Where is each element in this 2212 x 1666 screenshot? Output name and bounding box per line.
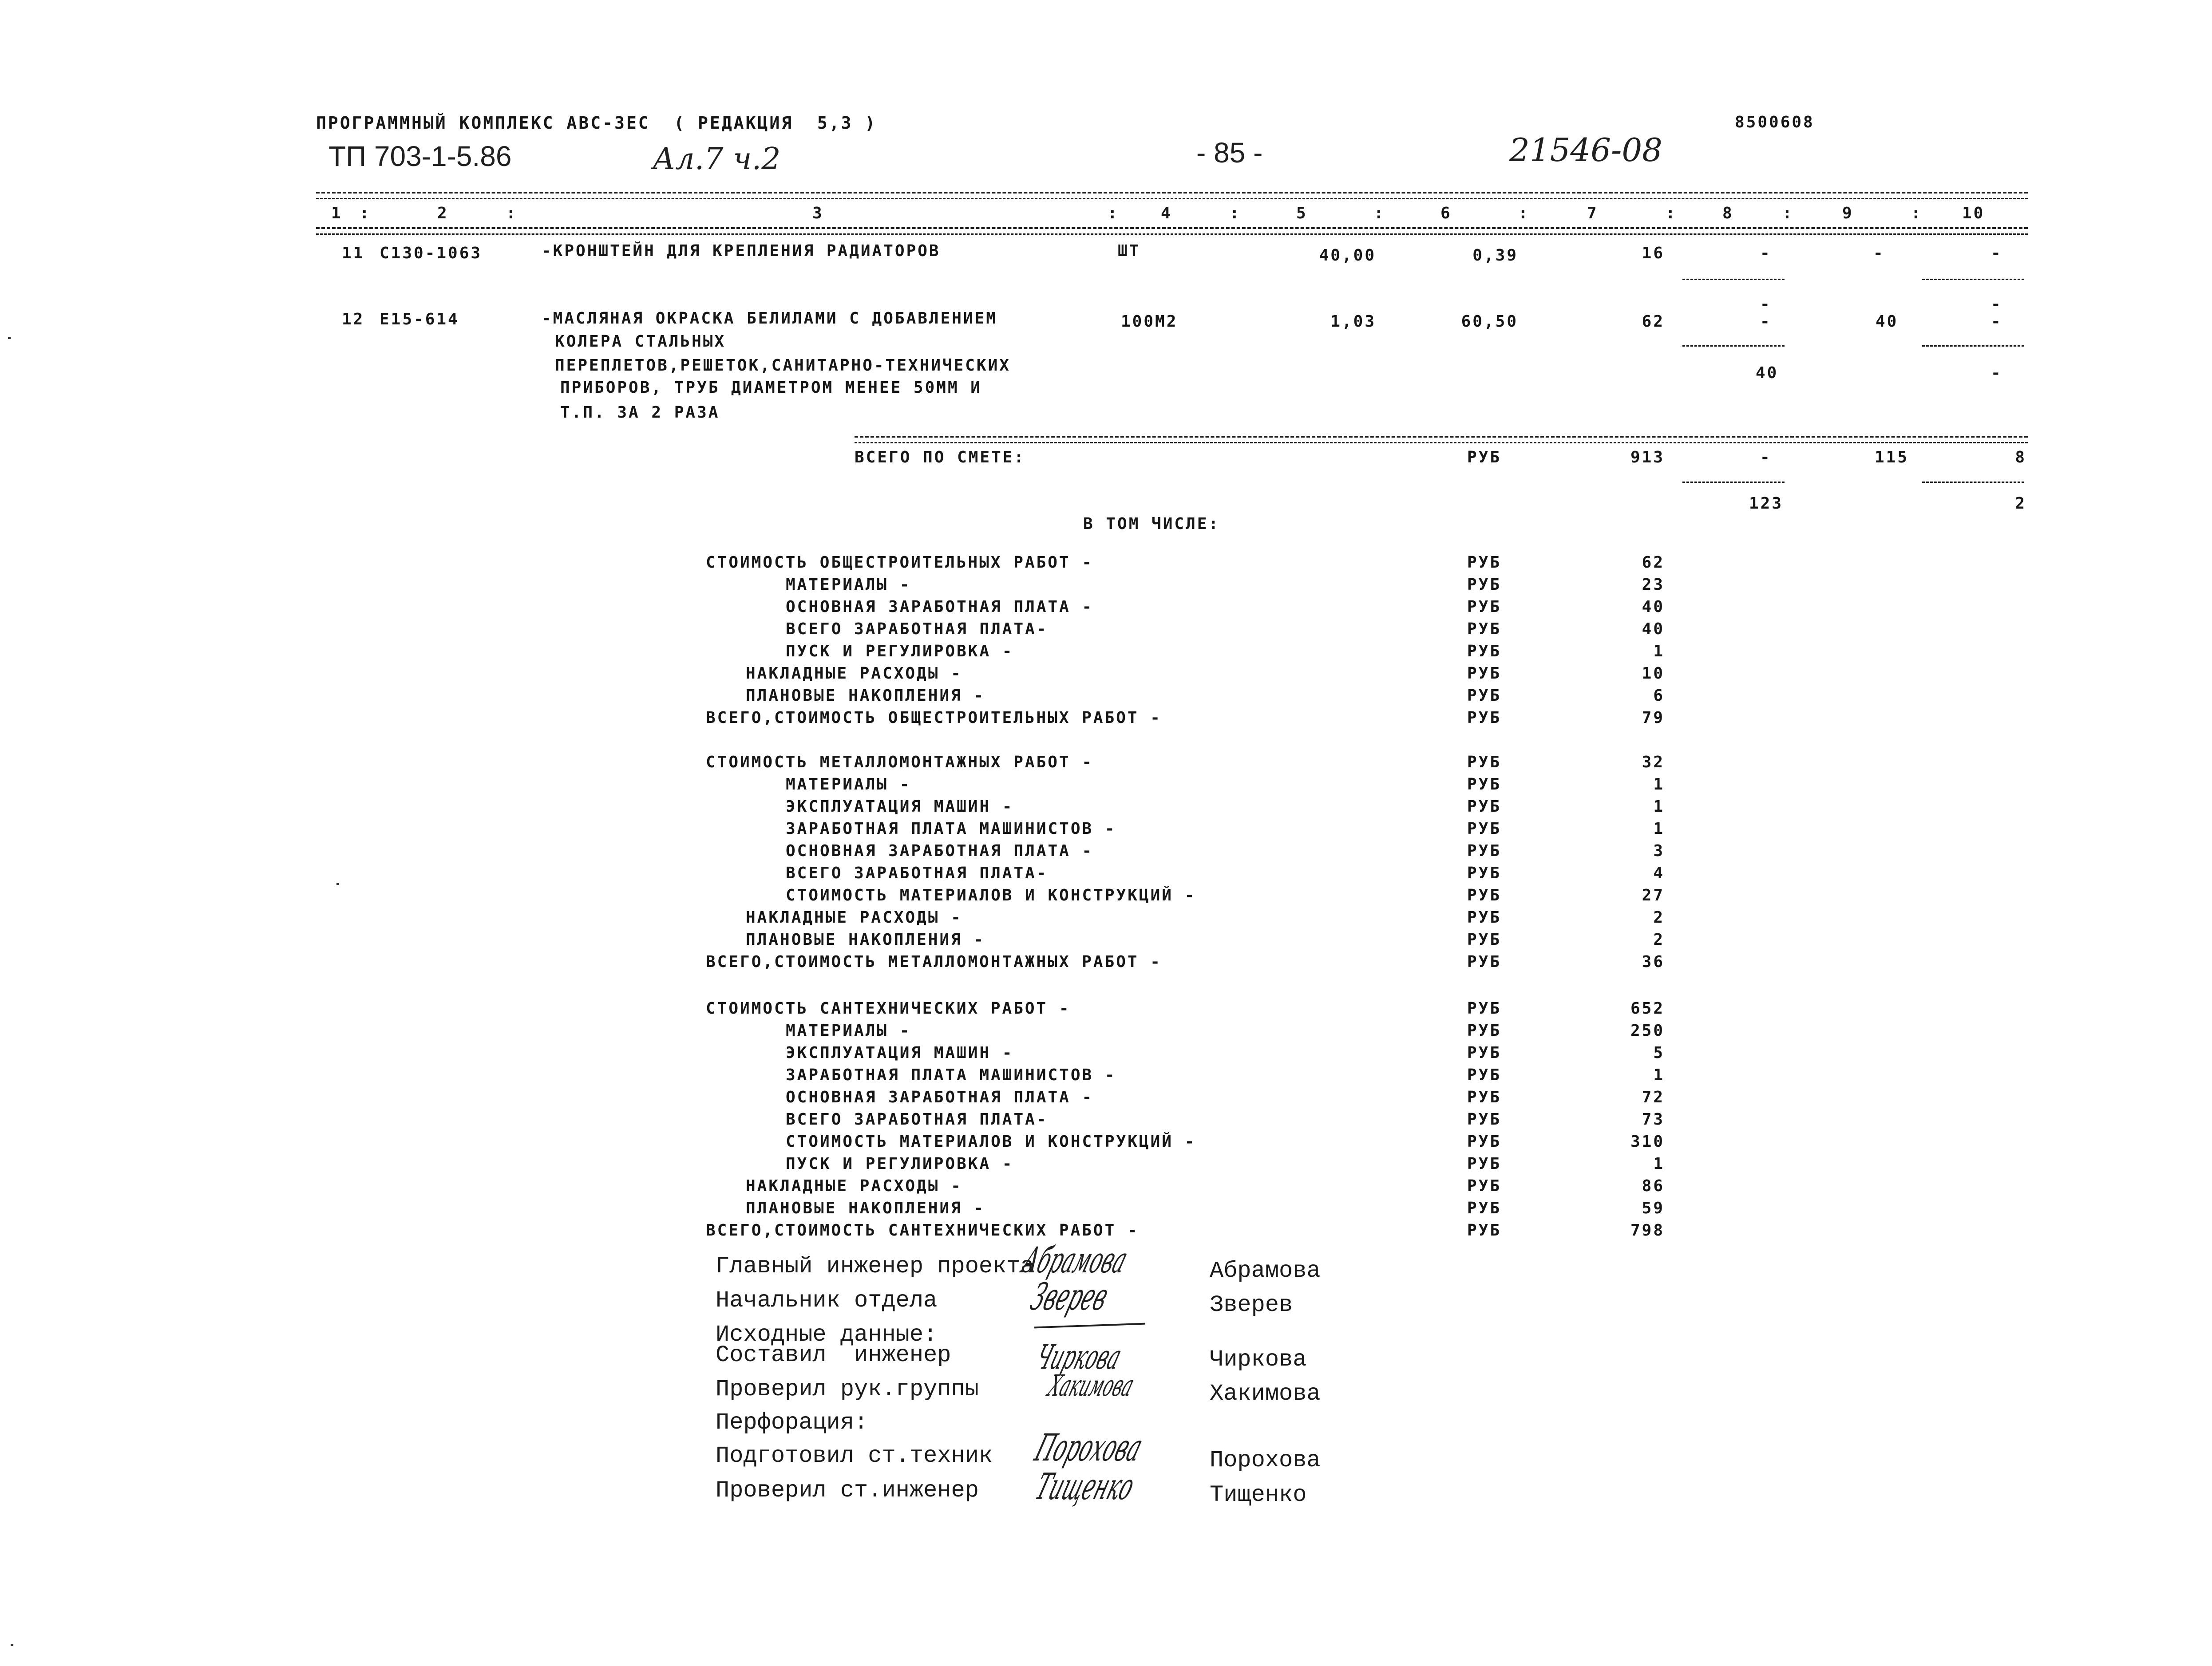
signer-name: Абрамова [1210,1258,1321,1284]
breakdown-label: ЗАРАБОТНАЯ ПЛАТА МАШИНИСТОВ - [786,1066,1116,1084]
signer-name: Хакимова [1210,1381,1321,1407]
breakdown-value: 1 [1653,775,1665,794]
col-6: 6 [1440,204,1452,222]
col-sep: : [1230,204,1241,222]
breakdown-value: 62 [1642,553,1665,572]
including-heading: В ТОМ ЧИСЛЕ: [1083,515,1220,533]
scan-speck [8,337,11,339]
signature-role: Проверил ст.инженер [716,1477,979,1504]
breakdown-value: 59 [1642,1199,1665,1217]
row-price: 0,39 [1472,246,1518,265]
totals-col9: 115 [1874,448,1909,466]
row-col8-bottom: 40 [1756,364,1779,382]
breakdown-label: ВСЕГО ЗАРАБОТНАЯ ПЛАТА- [786,864,1048,882]
breakdown-value: 5 [1653,1044,1665,1062]
totals-col8: - [1760,448,1772,466]
scan-speck [336,883,339,885]
totals-col10: 8 [2015,448,2026,466]
totals-total: 913 [1630,448,1665,466]
col-4: 4 [1161,204,1172,222]
breakdown-unit: РУБ [1467,931,1502,949]
breakdown-unit: РУБ [1467,886,1502,904]
col-sep: : [360,204,371,222]
breakdown-unit: РУБ [1467,620,1502,638]
signature-role: Проверил рук.группы [716,1376,979,1402]
breakdown-label: МАТЕРИАЛЫ - [786,775,911,794]
handwritten-signature: Чиркова [1031,1337,1127,1377]
page-number: - 85 - [1196,137,1263,169]
breakdown-unit: РУБ [1467,576,1502,594]
breakdown-unit: РУБ [1467,1088,1502,1106]
breakdown-unit: РУБ [1467,1044,1502,1062]
subtotal-rule [1682,345,1785,347]
subtotal-rule [1922,482,2024,483]
signer-name: Тищенко [1210,1482,1307,1508]
breakdown-label: СТОИМОСТЬ МАТЕРИАЛОВ И КОНСТРУКЦИЙ - [786,886,1196,904]
breakdown-value: 79 [1642,709,1665,727]
breakdown-unit: РУБ [1467,553,1502,572]
row-col10-top: - [1991,295,2002,313]
breakdown-label: ОСНОВНАЯ ЗАРАБОТНАЯ ПЛАТА - [786,1088,1094,1106]
breakdown-unit: РУБ [1467,664,1502,683]
totals-unit: РУБ [1467,448,1502,466]
breakdown-unit: РУБ [1467,598,1502,616]
row-name-line-2: КОЛЕРА СТАЛЬНЫХ [555,332,726,351]
row-qty: 1,03 [1330,312,1376,331]
row-name-line-5: Т.П. ЗА 2 РАЗА [560,403,720,422]
breakdown-unit: РУБ [1467,797,1502,816]
breakdown-unit: РУБ [1467,842,1502,860]
header-rule-bottom [316,227,2028,229]
breakdown-label: ПЛАНОВЫЕ НАКОПЛЕНИЯ - [746,687,985,705]
totals-rule [855,436,2028,438]
breakdown-value: 73 [1642,1110,1665,1129]
breakdown-label: СТОИМОСТЬ ОБЩЕСТРОИТЕЛЬНЫХ РАБОТ - [706,553,1093,572]
breakdown-unit: РУБ [1467,1177,1502,1195]
breakdown-unit: РУБ [1467,753,1502,771]
breakdown-unit: РУБ [1467,1110,1502,1129]
breakdown-label: ЗАРАБОТНАЯ ПЛАТА МАШИНИСТОВ - [786,820,1116,838]
breakdown-value: 40 [1642,620,1665,638]
row-col10: - [1991,312,2002,331]
row-unit: ШТ [1118,242,1141,260]
breakdown-unit: РУБ [1467,1199,1502,1217]
col-sep: : [1108,204,1119,222]
breakdown-unit: РУБ [1467,1133,1502,1151]
row-unit: 100М2 [1121,312,1178,331]
breakdown-value: 1 [1653,1066,1665,1084]
subtotal-rule [1682,279,1785,280]
breakdown-unit: РУБ [1467,1155,1502,1173]
breakdown-label: СТОИМОСТЬ МЕТАЛЛОМОНТАЖНЫХ РАБОТ - [706,753,1093,771]
signature-role: Перфорация: [716,1409,868,1436]
breakdown-unit: РУБ [1467,953,1502,971]
breakdown-label: ПЛАНОВЫЕ НАКОПЛЕНИЯ - [746,1199,985,1217]
breakdown-unit: РУБ [1467,908,1502,927]
breakdown-label: ПУСК И РЕГУЛИРОВКА - [786,1155,1014,1173]
row-name: -КРОНШТЕЙН ДЛЯ КРЕПЛЕНИЯ РАДИАТОРОВ [542,242,941,260]
breakdown-value: 4 [1653,864,1665,882]
breakdown-unit: РУБ [1467,864,1502,882]
breakdown-value: 1 [1653,797,1665,816]
col-sep: : [1518,204,1530,222]
breakdown-value: 36 [1642,953,1665,971]
row-number: 11 [342,244,365,262]
scan-speck [11,1644,13,1646]
breakdown-label: ПЛАНОВЫЕ НАКОПЛЕНИЯ - [746,931,985,949]
handwritten-signature: Зверев [1025,1275,1114,1319]
breakdown-label: ВСЕГО,СТОИМОСТЬ САНТЕХНИЧЕСКИХ РАБОТ - [706,1221,1139,1240]
breakdown-label: СТОИМОСТЬ МАТЕРИАЛОВ И КОНСТРУКЦИЙ - [786,1133,1196,1151]
col-sep: : [506,204,518,222]
breakdown-value: 32 [1642,753,1665,771]
breakdown-unit: РУБ [1467,1022,1502,1040]
breakdown-unit: РУБ [1467,709,1502,727]
handwritten-signature: Хакимова [1044,1369,1139,1403]
tp-number: ТП 703-1-5.86 [328,140,512,172]
doc-number: 21546-08 [1509,131,1662,169]
signer-name: Чиркова [1210,1346,1307,1373]
breakdown-value: 27 [1642,886,1665,904]
breakdown-label: ЭКСПЛУАТАЦИЯ МАШИН - [786,1044,1014,1062]
signer-name: Зверев [1210,1292,1293,1318]
col-sep: : [1666,204,1677,222]
breakdown-unit: РУБ [1467,999,1502,1018]
row-col8: - [1760,244,1772,262]
breakdown-value: 310 [1630,1133,1665,1151]
row-name-line-4: ПРИБОРОВ, ТРУБ ДИАМЕТРОМ МЕНЕЕ 50ММ И [560,379,982,397]
signer-name: Порохова [1210,1447,1321,1473]
row-qty: 40,00 [1319,246,1376,265]
handwritten-signature: Абрамова [1017,1240,1133,1281]
row-col9: - [1873,244,1885,262]
totals-rule-2 [855,442,2028,443]
breakdown-label: ВСЕГО,СТОИМОСТЬ МЕТАЛЛОМОНТАЖНЫХ РАБОТ - [706,953,1162,971]
row-total: 62 [1642,312,1665,331]
col-9: 9 [1842,204,1854,222]
signature-role: Составил инженер [716,1342,951,1368]
breakdown-value: 1 [1653,820,1665,838]
breakdown-label: ОСНОВНАЯ ЗАРАБОТНАЯ ПЛАТА - [786,842,1094,860]
breakdown-value: 798 [1630,1221,1665,1240]
breakdown-label: НАКЛАДНЫЕ РАСХОДЫ - [746,664,962,683]
col-2: 2 [437,204,449,222]
breakdown-label: НАКЛАДНЫЕ РАСХОДЫ - [746,908,962,927]
row-col8-top: - [1760,295,1772,313]
signature-role: Начальник отдела [716,1287,938,1314]
breakdown-label: МАТЕРИАЛЫ - [786,1022,911,1040]
signature-role: Исходные данные: [716,1322,938,1348]
breakdown-label: МАТЕРИАЛЫ - [786,576,911,594]
signature-stroke [1034,1323,1145,1329]
breakdown-unit: РУБ [1467,775,1502,794]
breakdown-label: НАКЛАДНЫЕ РАСХОДЫ - [746,1177,962,1195]
subtotal-rule [1922,345,2024,347]
row-col10-bottom: - [1991,364,2002,382]
program-title: ПРОГРАММНЫЙ КОМПЛЕКС АВС-3ЕС ( РЕДАКЦИЯ 5,3 ) [316,113,877,133]
breakdown-value: 23 [1642,576,1665,594]
album-number: Ал.7 ч.2 [653,142,781,177]
totals-label: ВСЕГО ПО СМЕТЕ: [855,448,1026,466]
col-1: 1 [331,204,343,222]
header-rule-bottom-2 [316,233,2028,235]
row-col9: 40 [1876,312,1899,331]
breakdown-label: ВСЕГО,СТОИМОСТЬ ОБЩЕСТРОИТЕЛЬНЫХ РАБОТ - [706,709,1162,727]
breakdown-value: 72 [1642,1088,1665,1106]
breakdown-label: ВСЕГО ЗАРАБОТНАЯ ПЛАТА- [786,1110,1048,1129]
subtotal-rule [1682,482,1785,483]
totals-col8-bottom: 123 [1749,494,1784,513]
breakdown-unit: РУБ [1467,642,1502,660]
col-sep: : [1374,204,1385,222]
breakdown-value: 6 [1653,687,1665,705]
signature-role: Подготовил ст.техник [716,1443,993,1469]
breakdown-label: СТОИМОСТЬ САНТЕХНИЧЕСКИХ РАБОТ - [706,999,1071,1018]
col-sep: : [1782,204,1794,222]
breakdown-value: 250 [1630,1022,1665,1040]
signature-role: Главный инженер проекта [716,1253,1034,1279]
row-name: -МАСЛЯНАЯ ОКРАСКА БЕЛИЛАМИ С ДОБАВЛЕНИЕМ [542,309,997,328]
breakdown-value: 2 [1653,908,1665,927]
breakdown-unit: РУБ [1467,687,1502,705]
row-col10: - [1991,244,2002,262]
handwritten-signature: Тищенко [1030,1466,1140,1508]
row-col8: - [1760,312,1772,331]
breakdown-label: ОСНОВНАЯ ЗАРАБОТНАЯ ПЛАТА - [786,598,1094,616]
breakdown-value: 652 [1630,999,1665,1018]
breakdown-unit: РУБ [1467,1066,1502,1084]
breakdown-value: 2 [1653,931,1665,949]
document-code: 8500608 [1735,113,1815,131]
subtotal-rule [1922,279,2024,280]
row-code: Е15-614 [380,310,459,328]
header-rule-top [316,192,2028,193]
header-rule-top-2 [316,198,2028,199]
breakdown-unit: РУБ [1467,820,1502,838]
col-3: 3 [812,204,824,222]
breakdown-label: ЭКСПЛУАТАЦИЯ МАШИН - [786,797,1014,816]
breakdown-unit: РУБ [1467,1221,1502,1240]
col-7: 7 [1587,204,1599,222]
breakdown-value: 86 [1642,1177,1665,1195]
handwritten-signature: Порохова [1030,1426,1148,1469]
row-price: 60,50 [1461,312,1518,331]
col-10: 10 [1962,204,1985,222]
breakdown-value: 10 [1642,664,1665,683]
breakdown-label: ПУСК И РЕГУЛИРОВКА - [786,642,1014,660]
totals-col10-bottom: 2 [2015,494,2026,513]
col-5: 5 [1296,204,1308,222]
row-total: 16 [1642,244,1665,262]
breakdown-value: 40 [1642,598,1665,616]
row-code: С130-1063 [380,244,483,262]
col-8: 8 [1722,204,1734,222]
breakdown-label: ВСЕГО ЗАРАБОТНАЯ ПЛАТА- [786,620,1048,638]
row-number: 12 [342,310,365,328]
breakdown-value: 1 [1653,642,1665,660]
breakdown-value: 3 [1653,842,1665,860]
breakdown-value: 1 [1653,1155,1665,1173]
row-name-line-3: ПЕРЕПЛЕТОВ,РЕШЕТОК,САНИТАРНО-ТЕХНИЧЕСКИХ [555,356,1011,375]
col-sep: : [1911,204,1923,222]
